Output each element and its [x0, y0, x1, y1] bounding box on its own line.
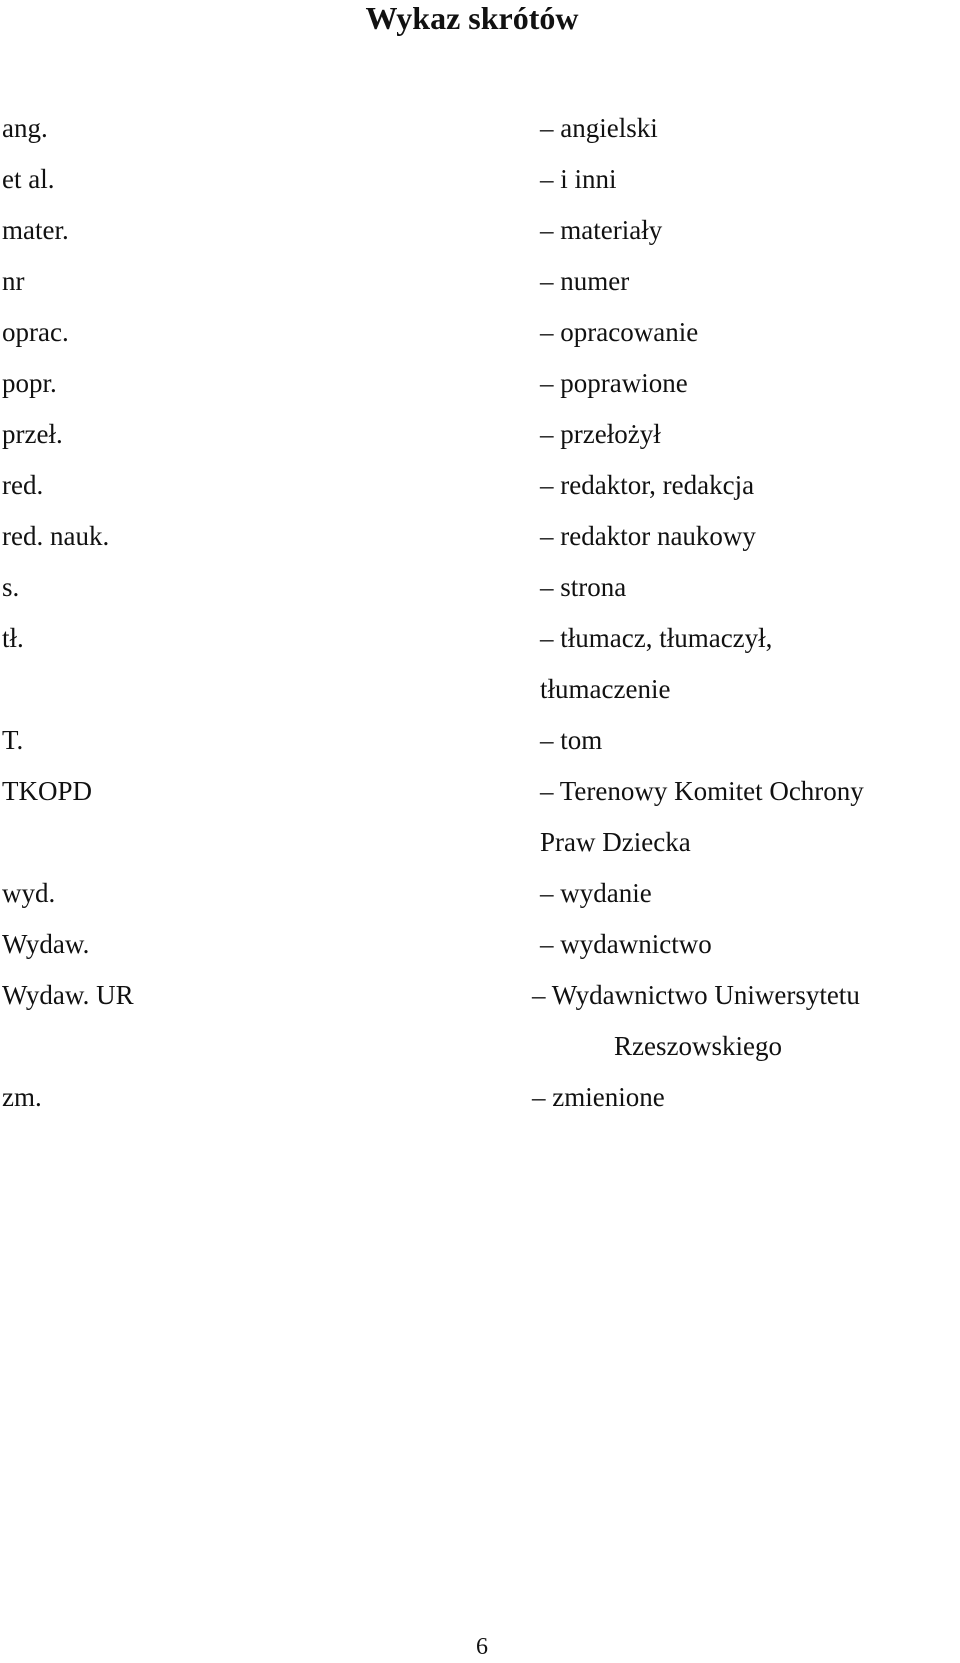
abbreviation: oprac. — [2, 317, 69, 347]
dash: – — [540, 572, 561, 602]
definition-text: redaktor, redakcja — [560, 470, 755, 500]
list-item-et-al — [0, 152, 960, 206]
list-item-tl-continuation — [0, 662, 960, 716]
definition — [540, 356, 688, 410]
definition — [540, 764, 864, 818]
abbreviation: przeł. — [2, 419, 63, 449]
abbreviation: ang. — [2, 113, 48, 143]
abbreviation: nr — [2, 266, 25, 296]
dash: – — [540, 419, 561, 449]
abbreviation: et al. — [2, 164, 55, 194]
list-item-wydaw-ur-continuation — [0, 1019, 960, 1073]
page-title: Wykaz skrótów — [365, 0, 579, 36]
abbreviation: tł. — [2, 623, 24, 653]
list-item-wyd — [0, 866, 960, 920]
dash: – — [540, 470, 561, 500]
dash: – — [532, 980, 552, 1010]
dash: – — [532, 1082, 553, 1112]
dash: – — [540, 623, 561, 653]
list-item-nr — [0, 254, 960, 308]
definition-continuation: Praw Dziecka — [540, 827, 691, 857]
dash: – — [540, 521, 561, 551]
definition-text: tom — [560, 725, 603, 755]
dash: – — [540, 878, 561, 908]
definition — [540, 713, 602, 767]
list-item-przel — [0, 407, 960, 461]
abbreviation: red. nauk. — [2, 521, 110, 551]
definition-text: strona — [560, 572, 627, 602]
definition-text: Wydawnictwo Uniwersytetu — [551, 980, 860, 1010]
definition — [540, 152, 617, 206]
definition — [540, 305, 698, 359]
abbreviation: zm. — [2, 1082, 42, 1112]
definition-text: tłumacz, tłumaczył, — [560, 623, 773, 653]
abbreviation: Wydaw. UR — [2, 980, 134, 1010]
dash: – — [540, 113, 561, 143]
definition — [532, 1070, 665, 1124]
definition-text: Terenowy Komitet Ochrony — [559, 776, 864, 806]
definition-continuation: tłumaczenie — [540, 674, 671, 704]
list-item-wydaw — [0, 917, 960, 971]
definition-text: zmienione — [552, 1082, 665, 1112]
definition — [540, 254, 629, 308]
abbreviation: Wydaw. — [2, 929, 90, 959]
definition-continuation: Rzeszowskiego — [614, 1031, 782, 1061]
page-number: 6 — [476, 1634, 488, 1660]
dash: – — [540, 266, 561, 296]
dash: – — [540, 929, 561, 959]
definition-text: numer — [560, 266, 630, 296]
definition-text: wydawnictwo — [560, 929, 712, 959]
list-item-zm — [0, 1070, 960, 1124]
definition-text: materiały — [560, 215, 663, 245]
list-item-s — [0, 560, 960, 614]
abbreviation: T. — [2, 725, 24, 755]
list-item-tkopd — [0, 764, 960, 818]
definition — [532, 968, 860, 1022]
list-item-tkopd-continuation — [0, 815, 960, 869]
list-item-red — [0, 458, 960, 512]
list-item-popr — [0, 356, 960, 410]
definition — [540, 917, 712, 971]
definition-text: wydanie — [560, 878, 652, 908]
definition — [540, 560, 626, 614]
definition — [540, 611, 772, 665]
list-item-tl — [0, 611, 960, 665]
list-item-wydaw-ur — [0, 968, 960, 1022]
dash: – — [540, 725, 561, 755]
list-item-red-nauk — [0, 509, 960, 563]
definition — [540, 866, 652, 920]
list-item-t — [0, 713, 960, 767]
definition-text: angielski — [560, 113, 658, 143]
definition — [540, 101, 658, 155]
definition — [540, 407, 661, 461]
dash: – — [540, 215, 561, 245]
definition-text: opracowanie — [560, 317, 699, 347]
list-item-mater — [0, 203, 960, 257]
definition-text: przełożył — [560, 419, 661, 449]
abbreviation: popr. — [2, 368, 57, 398]
abbreviation: wyd. — [2, 878, 56, 908]
dash: – — [540, 164, 561, 194]
abbreviation: TKOPD — [2, 776, 93, 806]
definition-text: i inni — [560, 164, 617, 194]
abbreviation: s. — [2, 572, 20, 602]
dash: – — [540, 776, 560, 806]
dash: – — [540, 317, 561, 347]
dash: – — [540, 368, 561, 398]
definition-text: poprawione — [560, 368, 688, 398]
definition — [540, 203, 662, 257]
definition — [540, 509, 756, 563]
list-item-oprac — [0, 305, 960, 359]
abbreviation: red. — [2, 470, 44, 500]
definition — [540, 458, 754, 512]
definition-text: redaktor naukowy — [560, 521, 756, 551]
abbreviation: mater. — [2, 215, 69, 245]
list-item-ang — [0, 101, 960, 155]
